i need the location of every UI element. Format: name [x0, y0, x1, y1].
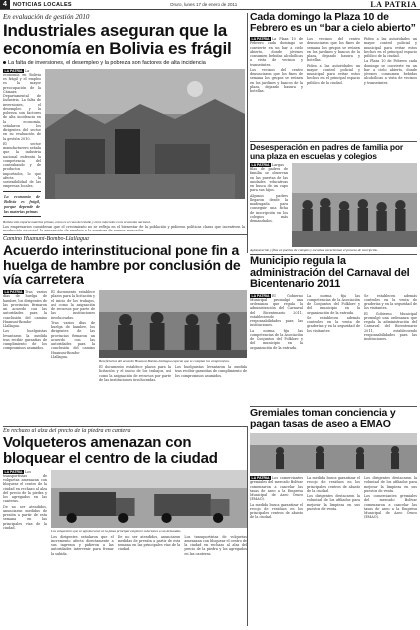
article-columns [250, 294, 417, 404]
photo-illustration [99, 290, 247, 358]
article-column: LA PATRIA Tras varios días de huelga de hambre, los dirigentes de las provincias firmaron un acuerdo con las autoridades para la conclusión del camino Huanuni-Bombo-Llallagua. Los huelguistas levantaron la medida tras recibir garantías de cumplimiento de los compromisos asumidos. [3, 290, 47, 351]
article-column: LA PATRIA Los transportistas de volquetas amenazan con bloquear el centro de la ciudad en rechazo al alza del precio de la piedra y los agregados en las canteras. De no ser atendidos, anunciaron medidas de presión a partir de esta semana en las principales vías de la ciudad. [3, 469, 47, 530]
section-divider [250, 254, 417, 255]
article-columns [250, 476, 417, 626]
schools-body [250, 163, 417, 247]
section-divider [250, 406, 417, 407]
section-divider [3, 234, 247, 235]
article-column: LA PATRIA Los comerciantes gremiales del mercado Bolívar comenzaron a cancelar las tasas de aseo a la Empresa Municipal de Aseo Oruro (EMAO). La medida busca garantizar el recojo de residuos en los principales centros de abasto de la ciudad. [250, 476, 303, 520]
article-columns-lower [51, 535, 247, 615]
article-column: La medida busca garantizar el recojo de residuos en los principales centros de abasto de la ciudad. Los dirigentes destacaron la voluntad de los afiliados para mejorar la limpieza en sus puestos de venta. [307, 476, 360, 511]
article-schools [250, 143, 417, 253]
byline-tag: LA PATRIA [4, 290, 23, 295]
article-headline[interactable]: Desesperación en padres de familia por una plaza en escuelas y colegios [250, 143, 404, 161]
photo-illustration [292, 163, 417, 247]
photo-caption: Bolivia sólo exporta materias primas, como es el caso del estaño y otros minerales en la economía nacional. [3, 219, 151, 224]
column-divider [247, 13, 248, 253]
bullet-icon [3, 61, 6, 64]
article-hunger-strike [3, 236, 247, 424]
article-column: La norma fija las competencias de la Asociación de Conjuntos del Folklore y del municipio en la organización de la entrada. Se establecen además controles en la venta de graderías y en la seguridad de los visitantes. [307, 293, 360, 333]
article-column: Los vecinos del centro denunciaron que los fines de semana los grupos se reúnen en los jardines y bancos de la plaza, dejando basura y botellas. Piden a las autoridades un mayor control policial y municipal para evitar estos hechos en el principal espacio público de la ciudad. [307, 37, 360, 85]
article-columns [3, 470, 247, 615]
article-column: LA PATRIA El Gobierno Municipal promulgó una ordenanza que regula la administración del Carnaval del Bicentenario 2011, estableciendo responsabilidades para las instituciones. La norma fija las competencias de la Asociación de Conjuntos del Folklore y del municipio en la organización de la entrada. [250, 293, 303, 350]
column-divider [247, 426, 248, 626]
photo-caption: Los volqueteros que se aglomeraron en la plaza principal exigieron soluciones a sus demandas. [51, 528, 182, 533]
article-columns [3, 290, 247, 424]
article-headline[interactable]: Acuerdo interinstitucional pone fin a huelga de hambre por conclusión de vía carretera [3, 242, 241, 288]
hunger-strike-photo[interactable] [99, 290, 247, 358]
article-columns-lower [99, 365, 247, 424]
mining-photo[interactable] [45, 69, 245, 199]
photo-block [45, 69, 245, 219]
page-number: 4 [0, 0, 10, 9]
article-column: Los empresarios consideran que el crecimiento no se refleja en el bienestar de la población y pidieron políticas claras que incentiven la [3, 224, 245, 229]
byline-tag: LA PATRIA [4, 469, 23, 474]
article-column: Los transportistas de volquetas amenazan con bloquear el centro de la ciudad en rechazo al alza del precio de la piedra y los agregados en las canteras. [184, 534, 247, 556]
article-kicker: En evaluación de gestión 2010 [3, 13, 90, 21]
article-headline[interactable]: Cada domingo la Plaza 10 de Febrero es un “bar a cielo abierto” [250, 12, 416, 35]
article-columns [3, 69, 245, 219]
byline-tag: LA PATRIA [251, 37, 270, 42]
article-columns [250, 37, 417, 137]
page-header [0, 0, 420, 10]
article-column: LA PATRIA La economía en Bolivia es frágil y el empleo es la mayor preocupación de la Cámara Departamental de Industria. La falta de inversiones, el desempleo y la pobreza son factores de alta incidencia en la economía, señalaron los dirigentes del sector en su evaluación de la gestión 2010. El sector manufacturero señala que la industria nacional enfrenta la competencia del contrabando y de productos importados, lo que afecta la sostenibilidad de las empresas locales. La economía de Bolivia es frágil, porque depende de las materias primas [3, 69, 41, 219]
article-column: Los dirigentes destacaron la voluntad de los afiliados para mejorar la limpieza en sus puestos de venta. Los comerciantes gremiales del mercado Bolívar comenzaron a cancelar las tasas de aseo a la Empresa Municipal de Aseo Oruro (EMAO). [364, 476, 417, 520]
photo-caption: Beneficiarios del acuerdo Huanuni-Bombo-Llallagua esperan que se cumplan los compromisos. [99, 359, 230, 364]
photo-illustration [45, 69, 245, 199]
article-column: LA PATRIA La Plaza 10 de Febrero cada domingo se convierte en un bar a cielo abierto, donde jóvenes consumen bebidas alcohólicas a vista de vecinos y transeúntes. Los vecinos del centro denunciaron que los fines de semana los grupos se reúnen en los jardines y bancos de la plaza, dejando basura y botellas. [250, 37, 303, 94]
article-columns-lower [3, 225, 245, 231]
garbage-photo[interactable] [250, 433, 417, 473]
article-column: Los dirigentes señalaron que el incremento afecta directamente a sus ingresos y pidieron a las autoridades intervenir para frenar la subida. [51, 534, 114, 556]
article-economy [3, 13, 245, 231]
article-column: LA PATRIA Largas filas de padres de familia se observan en las puertas de las unidades educativas en busca de un cupo para sus hijos. Algunos padres llegaron desde la madrugada para conseguir una ficha de inscripción en los colegios más demandados. [250, 162, 288, 224]
article-headline[interactable]: Gremiales toman conciencia y pagan tasas de aseo a EMAO [250, 408, 396, 431]
article-column: De no ser atendidos, anunciaron medidas de presión a partir de esta semana en las principales vías de la ciudad. [117, 534, 181, 552]
article-carnival [250, 256, 417, 404]
byline-tag: LA PATRIA [4, 68, 23, 73]
article-plaza [250, 12, 417, 140]
article-kicker: En rechazo al alza del precio de la piedra en cantera [3, 428, 131, 434]
photo-block [99, 290, 247, 424]
article-column: El documento establece plazos para la licitación y el inicio de los trabajos, así como la asignación de recursos por parte de las instituciones involucradas. Tras varios días de huelga de hambre, los dirigentes de las provincias firmaron un acuerdo con las autoridades para la conclusión del camino Huanuni-Bombo-Llallagua. [51, 290, 95, 359]
trucks-photo[interactable] [51, 470, 247, 528]
section-divider [250, 141, 417, 142]
article-headline[interactable]: Volqueteros amenazan con bloquear el centro de la ciudad [3, 434, 218, 467]
photo-caption: Aglomeración y filas en puertas de colegios y escuelas caracterizan el proceso de inscripción. [250, 247, 378, 252]
schools-photo[interactable] [292, 163, 417, 247]
section-divider [3, 426, 247, 427]
article-garbage [250, 408, 417, 626]
article-headline[interactable]: Municipio regula la administración del Carnaval del Bicentenario 2011 [250, 256, 410, 291]
article-column: El documento establece plazos para la licitación y el inicio de los trabajos, así como la asignación de recursos por parte de las instituciones involucradas. [99, 365, 171, 382]
byline-tag: LA PATRIA [251, 476, 270, 481]
article-route: Camino Huanuni-Bombo-Llallagua [3, 236, 89, 242]
masthead-logo: LA PATRIA [370, 0, 417, 9]
byline-tag: LA PATRIA [251, 293, 270, 298]
section-name: NOTICIAS LOCALES [13, 1, 72, 8]
pull-quote: La economía de Bolivia es frágil, porque depende de las materias primas [3, 191, 41, 217]
photo-illustration [250, 433, 417, 473]
date-line: Oruro, lunes 17 de enero de 2011 [170, 2, 238, 7]
byline-tag: LA PATRIA [251, 162, 270, 167]
photo-block [51, 470, 247, 615]
article-deck: La falta de inversiones, el desempleo y la pobreza son factores de alta incidencia [3, 60, 245, 66]
article-column: Los huelguistas levantaron la medida tras recibir garantías de cumplimiento de los compromisos asumidos. [175, 365, 247, 378]
article-headline[interactable]: Industriales aseguran que la economía en Bolivia es frágil [3, 21, 232, 58]
photo-illustration [51, 470, 247, 528]
article-column: Se establecen además controles en la venta de graderías y en la seguridad de los visitantes. El Gobierno Municipal promulgó una ordenanza que regula la administración del Carnaval del Bicentenario 2011, estableciendo responsabilidades para las instituciones. [364, 293, 417, 342]
article-trucks [3, 428, 247, 628]
article-column: Piden a las autoridades un mayor control policial y municipal para evitar estos hechos en el principal espacio público de la ciudad. La Plaza 10 de Febrero cada domingo se convierte en un bar a cielo abierto, donde jóvenes consumen bebidas alcohólicas a vista de vecinos y transeúntes. [364, 37, 417, 85]
